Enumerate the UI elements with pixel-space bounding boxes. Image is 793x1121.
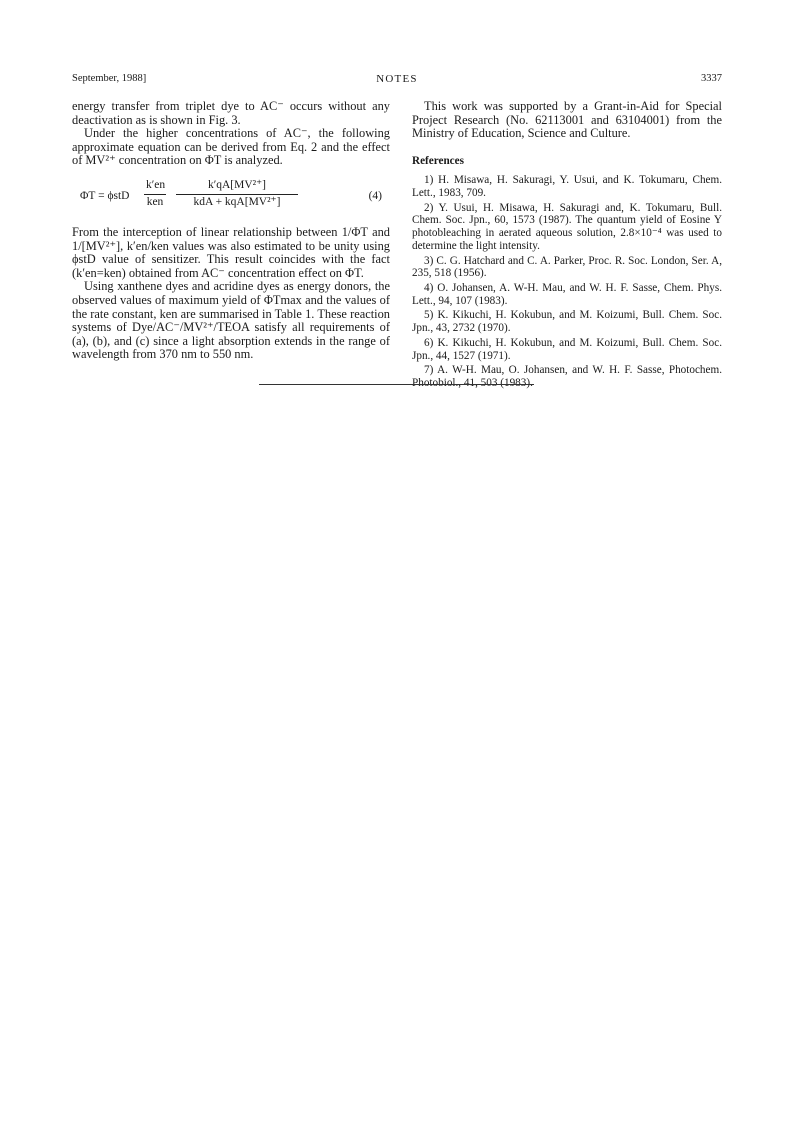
header-date: September, 1988] xyxy=(72,73,147,84)
reference-item: 4) O. Johansen, A. W-H. Mau, and W. H. F. Sasse, Chem. Phys. Lett., 94, 107 (1983). xyxy=(412,282,722,307)
equation-fraction-quenching xyxy=(176,179,298,209)
references-heading: References xyxy=(412,154,464,167)
fraction-denominator: kdA + kqA[MV²⁺] xyxy=(193,195,281,208)
reference-item: 1) H. Misawa, H. Sakuragi, Y. Usui, and K. Tokumaru, Chem. Lett., 1983, 709. xyxy=(412,174,722,200)
end-rule xyxy=(259,384,534,385)
reference-item: 2) Y. Usui, H. Misawa, H. Sakuragi and, K. Tokumaru, Bull. Chem. Soc. Jpn., 60, 1573 (1987). The quantum yield of Eosine Y photobleaching in aerated aqueous solution, 2.8×10⁻⁴ was used to determine the light intensity. xyxy=(412,201,722,252)
paragraph-continued: energy transfer from triplet dye to AC⁻ occurs without any deactivation as is shown in Fig. 3. xyxy=(72,99,390,127)
paragraph-approx-equation: Under the higher concentrations of AC⁻, the following approximate equation can be derived from Eq. 2 and the effect of MV²⁺ concentration on ΦT is analyzed. xyxy=(72,126,390,168)
right-column xyxy=(412,100,722,392)
paragraph-interception: From the interception of linear relationship between 1/ΦT and 1/[MV²⁺], k′en/ken values was also estimated to be unity using ϕstD value of sensitizer. This result coincides with the fact (k′en=ken) obtained from AC⁻ concentration effect on ΦT. xyxy=(72,224,390,280)
paragraph-dyes: Using xanthene dyes and acridine dyes as energy donors, the observed values of maximum yield of ΦTmax and the values of the rate constant, ken are summarised in Table 1. These reaction systems of Dye/AC⁻/MV²⁺/TEOA satisfy all requirements of (a), (b), and (c) since a light absorption extends in the range of wavelength from 370 nm to 550 nm. xyxy=(72,279,390,362)
equation-number: (4) xyxy=(368,189,382,202)
page-number: 3337 xyxy=(701,73,722,84)
fraction-numerator: k′en xyxy=(144,179,166,195)
equation-lhs: ΦT = ϕstD xyxy=(80,189,130,202)
running-header xyxy=(72,73,722,87)
reference-item: 3) C. G. Hatchard and C. A. Parker, Proc. R. Soc. London, Ser. A, 235, 518 (1956). xyxy=(412,254,722,280)
reference-item: 6) K. Kikuchi, H. Kokubun, and M. Koizumi, Bull. Chem. Soc. Jpn., 44, 1527 (1971). xyxy=(412,336,722,362)
equation-fraction-ratio xyxy=(144,179,166,209)
left-column xyxy=(72,100,390,362)
fraction-denominator: ken xyxy=(146,195,164,208)
equation-4 xyxy=(72,176,390,220)
references-list xyxy=(412,174,722,389)
header-section: NOTES xyxy=(376,73,418,85)
fraction-numerator: k′qA[MV²⁺] xyxy=(176,179,298,195)
reference-item: 7) A. W-H. Mau, O. Johansen, and W. H. F. Sasse, Photochem. Photobiol., 41, 503 (1983). xyxy=(412,364,722,389)
reference-item: 5) K. Kikuchi, H. Kokubun, and M. Koizumi, Bull. Chem. Soc. Jpn., 43, 2732 (1970). xyxy=(412,309,722,335)
acknowledgment: This work was supported by a Grant-in-Aid for Special Project Research (No. 62113001 and 63104001) from the Ministry of Education, Science and Culture. xyxy=(412,99,722,141)
